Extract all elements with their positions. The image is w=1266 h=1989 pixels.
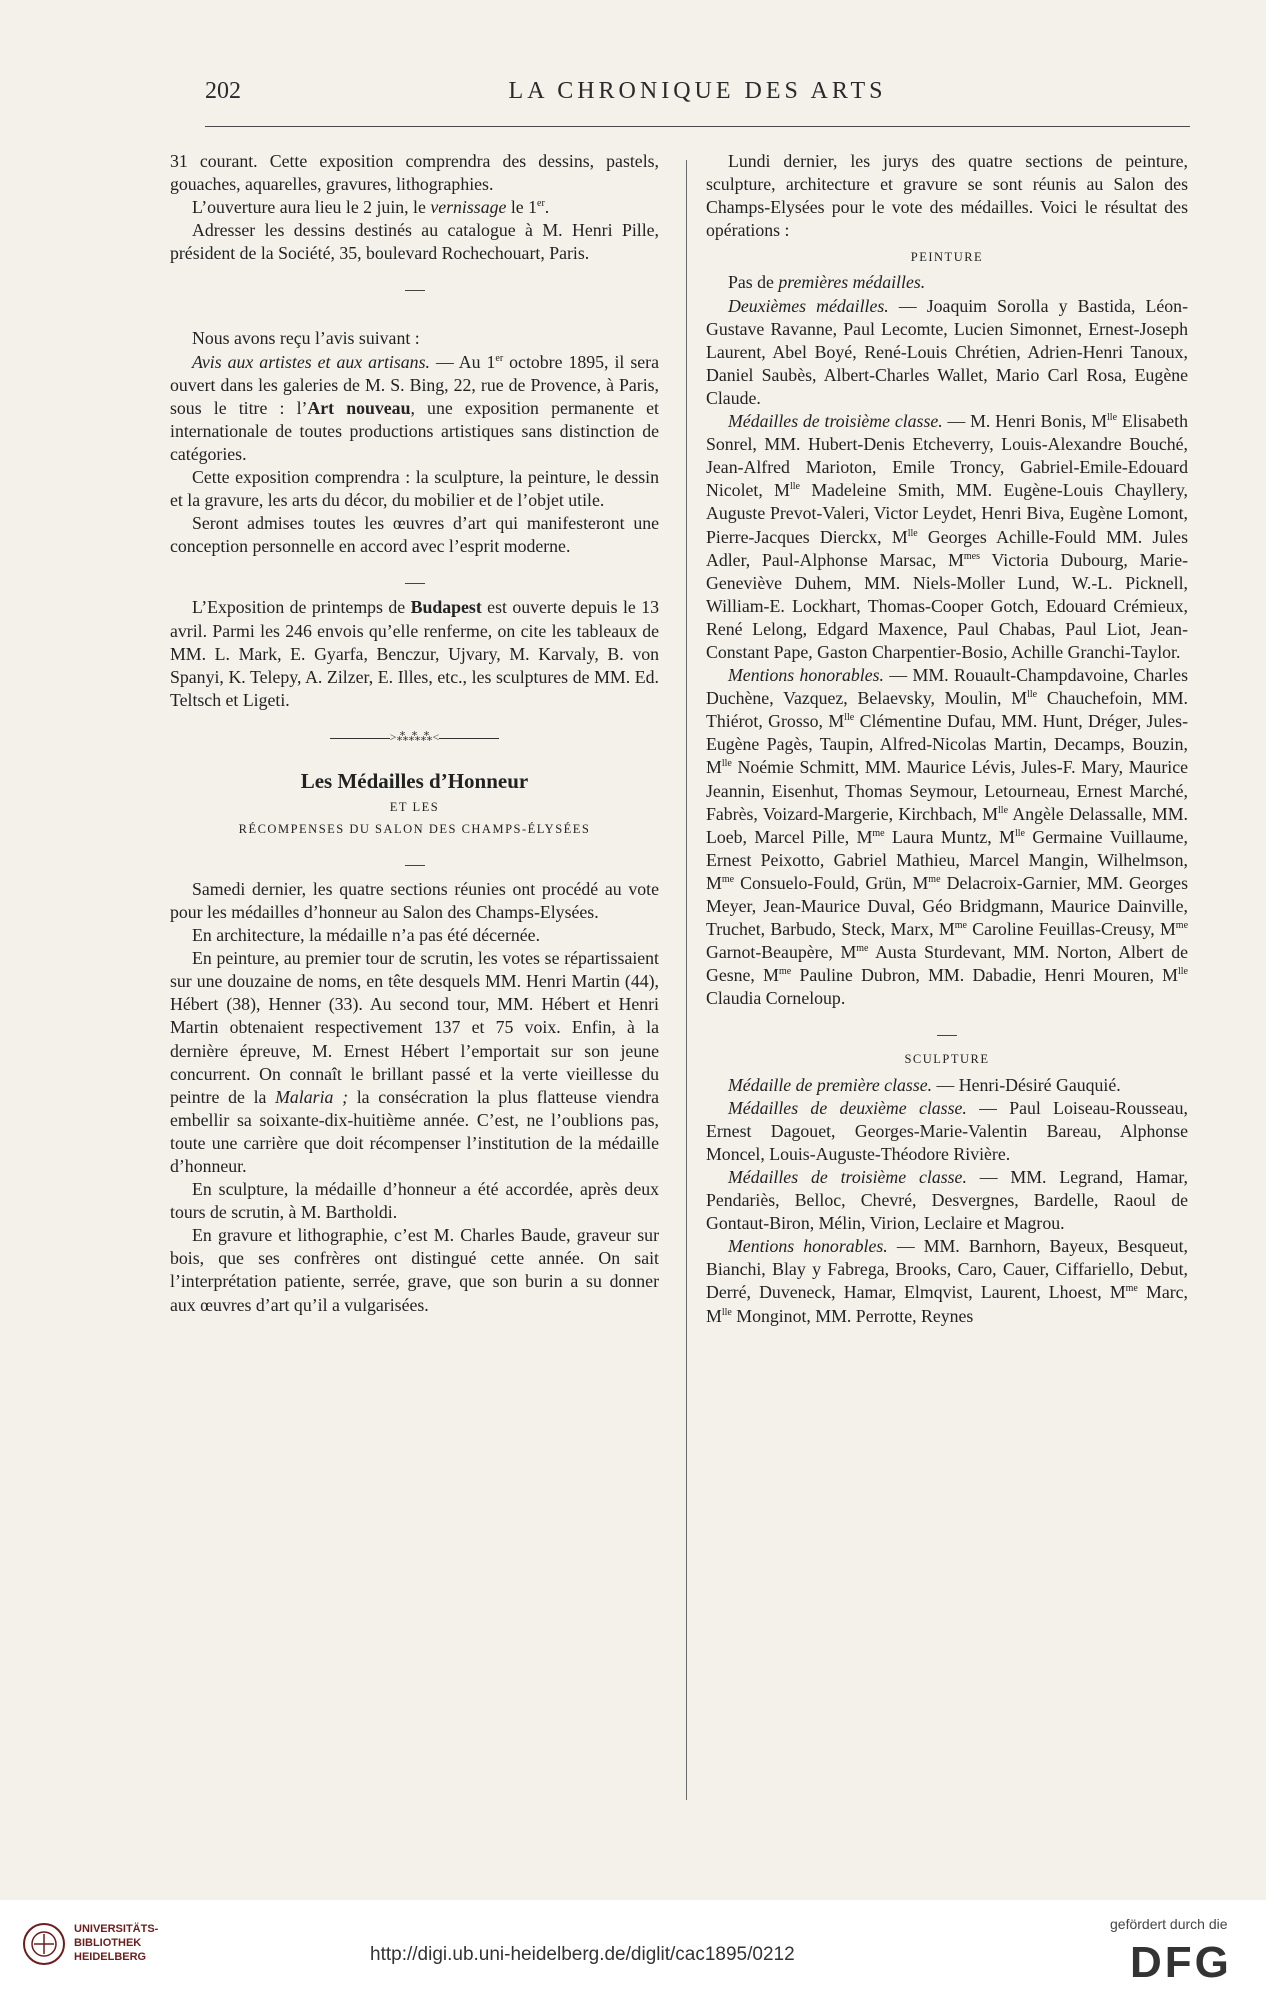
- paragraph: Mentions honorables. — MM. Barnhorn, Bayeux, Besqueut, Bianchi, Blay y Fabrega, Brooks, Caro, Cauer, Ciffariello, Debut, Derré, Duveneck, Hamar, Elmqvist, Laurent, Lhoest, $M^{me}$ Marc, $M^{lle}$ Monginot, MM. Perrotte, Reynes: [706, 1236, 1188, 1326]
- paragraph: 31 courant. Cette exposition comprendra des dessins, pastels, gouaches, aquarelles, gravures, lithographies.: [170, 151, 659, 195]
- paragraph: En gravure et lithographie, c’est M. Charles Baude, graveur sur bois, que ses confrères ont distingué cette année. On sait l’interprétation patiente, serrée, grave, que son burin a su donner aux œuvres d’art qu’il a vulgarisées.: [170, 1225, 659, 1315]
- separator: [706, 1024, 1188, 1036]
- paragraph: Deuxièmes médailles. — Joaquim Sorolla y Bastida, Léon-Gustave Ravanne, Paul Lecomte, Lucien Simonnet, Ernest-Joseph Laurent, Abel Boyé, René-Louis Chrétien, Adrien-Henri Tanoux, Daniel Saubès, Albert-Charles Wallet, Mario Carl Rosa, Eugène Claude.: [706, 295, 1188, 408]
- paragraph: Avis aux artistes et aux artisans. — Au 1er octobre 1895, il sera ouvert dans les galeries de M. S. Bing, 22, rue de Provence, à Paris, sous le titre : l’Art nouveau, une exposition permanente et internationale de toutes productions artistiques sans distinction de catégories.: [170, 351, 659, 464]
- section-et: ET LES: [389, 799, 440, 814]
- source-url-link[interactable]: http://digi.ub.uni-heidelberg.de/diglit/cac1895/0212: [370, 1944, 795, 1965]
- paragraph: L’ouverture aura lieu le 2 juin, le vernissage le 1er.: [192, 197, 550, 218]
- dfg-logo: DFG: [1130, 1938, 1232, 1987]
- funded-by-label: gefördert durch die: [1110, 1916, 1228, 1932]
- page-header: [205, 78, 1190, 114]
- section-title: Les Médailles d’Honneur: [300, 768, 529, 793]
- paragraph: Adresser les dessins destinés au catalogue à M. Henri Pille, président de la Société, 35, boulevard Rochechouart, Paris.: [170, 220, 659, 264]
- paragraph: Médailles de deuxième classe. — Paul Loiseau-Rousseau, Ernest Dagouet, Georges-Marie-Valentin Bareau, Alphonse Moncel, Louis-Auguste-Théodore Rivière.: [706, 1097, 1188, 1164]
- heading-sculpture: SCULPTURE: [904, 1052, 990, 1067]
- separator: [170, 279, 659, 291]
- separator: [170, 572, 659, 584]
- paragraph: L’Exposition de printemps de Budapest est ouverte depuis le 13 avril. Parmi les 246 envois qu’elle renferme, on cite les tableaux de MM. L. Mark, E. Gyarfa, Benczur, Ujvary, M. Karvaly, B. von Spanyi, K. Telepy, A. Zilzer, E. Illes, etc., les sculptures de MM. Ed. Teltsch et Ligeti.: [170, 597, 659, 710]
- page-number: 202: [205, 78, 241, 104]
- paragraph: En sculpture, la médaille d’honneur a été accordée, après deux tours de scrutin, à M. Bartholdi.: [170, 1179, 659, 1223]
- paragraph: Seront admises toutes les œuvres d’art qui manifesteront une conception personnelle en accord avec l’esprit moderne.: [170, 513, 659, 557]
- paragraph: Pas de premières médailles.: [728, 272, 926, 293]
- library-name: UNIVERSITÄTS- BIBLIOTHEK HEIDELBERG: [74, 1923, 159, 1963]
- paragraph: Cette exposition comprendra : la sculpture, la peinture, le dessin et la gravure, les arts du décor, du mobilier et de l’objet utile.: [170, 467, 659, 511]
- footer-bar: [0, 1900, 1266, 1989]
- journal-title: LA CHRONIQUE DES ARTS: [508, 78, 887, 104]
- column-divider: [686, 160, 687, 1800]
- heading-peinture: PEINTURE: [910, 250, 984, 265]
- separator: [170, 854, 659, 866]
- paragraph: Médaille de première classe. — Henri-Désiré Gauquié.: [728, 1074, 1121, 1095]
- paragraph: Médailles de troisième classe. — MM. Legrand, Hamar, Pendariès, Belloc, Chevré, Desvergnes, Bardelle, Raoul de Gontaut-Biron, Mélin, Virion, Leclaire et Magrou.: [706, 1166, 1188, 1234]
- paragraph: Lundi dernier, les jurys des quatre sections de peinture, sculpture, architecture et gravure se sont réunis au Salon des Champs-Elysées pour le vote des médailles. Voici le résultat des opérations :: [706, 151, 1188, 241]
- paragraph: En architecture, la médaille n’a pas été décernée.: [192, 925, 541, 946]
- header-rule: [205, 126, 1190, 127]
- right-column: [706, 150, 1188, 1328]
- university-seal-icon: [22, 1922, 66, 1966]
- paragraph: Médailles de troisième classe. — M. Henri Bonis, $M^{lle}$ Elisabeth Sonrel, MM. Hubert-Denis Etcheverry, Louis-Alexandre Bouché, Jean-Alfred Marioton, Emile Troncy, Gabriel-Emile-Edouard Nicolet, $M^{lle}$ Madeleine Smith, MM. Eugène-Louis Chayllery, Auguste Prevot-Valeri, Victor Leydet, Henri Biva, Eugène Lomont, Pierre-Jacques Dierckx, $M^{lle}$ Georges Achille-Fould MM. Jules Adler, Paul-Alphonse Marsac, $M^{mes}$ Victoria Dubourg, Marie-Geneviève Duhem, MM. Niels-Moller Lund, W.-L. Picknell, William-E. Lockhart, Thomas-Cooper Gotch, Edouard Crémieux, René Lelong, Edgard Maxence, Paul Chabas, Paul Liot, Jean-Constant Pape, Gaston Charpentier-Bosio, Achille Granchi-Taylor.: [706, 411, 1189, 662]
- section-subtitle: RÉCOMPENSES DU SALON DES CHAMPS-ÉLYSÉES: [238, 821, 591, 836]
- paragraph: Samedi dernier, les quatre sections réunies ont procédé au vote pour les médailles d’honneur au Salon des Champs-Elysées.: [170, 878, 659, 922]
- ornament-divider: >⁂⁂⁂<: [170, 730, 659, 744]
- left-column: [170, 150, 659, 1317]
- paragraph: Mentions honorables. — MM. Rouault-Champdavoine, Charles Duchène, Vazquez, Belaevsky, Moulin, $M^{lle}$ Chauchefoin, MM. Thiérot, Grosso, $M^{lle}$ Clémentine Dufau, MM. Hunt, Dréger, Jules-Eugène Pagès, Taupin, Alfred-Nicolas Martin, Decamps, Bouzin, $M^{lle}$ Noémie Schmitt, MM. Maurice Lévis, Jules-F. Mary, Maurice Jeannin, Eisenhut, Thomas Seymour, Letourneau, Ernest Marché, Fabrès, Voizard-Margerie, Kirchbach, $M^{lle}$ Angèle Delassalle, MM. Loeb, Marcel Pille, $M^{me}$ Laura Muntz, $M^{lle}$ Germaine Vuillaume, Ernest Peixotto, Gabriel Mathieu, Marcel Mangin, Wilhelmson, $M^{me}$ Consuelo-Fould, Grün, $M^{me}$ Delacroix-Garnier, MM. Georges Meyer, Jean-Maurice Duval, Géo Bridgmann, Maurice Dainville, Truchet, Barbudo, Steck, Marx, $M^{me}$ Caroline Feuillas-Creusy, $M^{me}$ Garnot-Beaupère, $M^{me}$ Austa Sturdevant, MM. Norton, Albert de Gesne, $M^{me}$ Pauline Dubron, MM. Dabadie, Henri Mouren, $M^{lle}$ Claudia Corneloup.: [706, 665, 1189, 1009]
- paragraph: En peinture, au premier tour de scrutin, les votes se répartissaient sur une douzaine de noms, en tête desquels MM. Henri Martin (44), Hébert (38), Henner (33). Au second tour, MM. Hébert et Henri Martin obtenaient respectivement 137 et 75 voix. Enfin, à la dernière épreuve, M. Ernest Hébert l’emportait sur son jeune concurrent. On connaît le brillant passé et la verte vieillesse du peintre de la Malaria ; la consécration la plus flatteuse viendra embellir sa soixante-dix-huitième année. C’est, ne l’oublions pas, toute une carrière que doit récompenser l’institution de la médaille d’honneur.: [170, 948, 659, 1176]
- paragraph: Nous avons reçu l’avis suivant :: [192, 328, 420, 349]
